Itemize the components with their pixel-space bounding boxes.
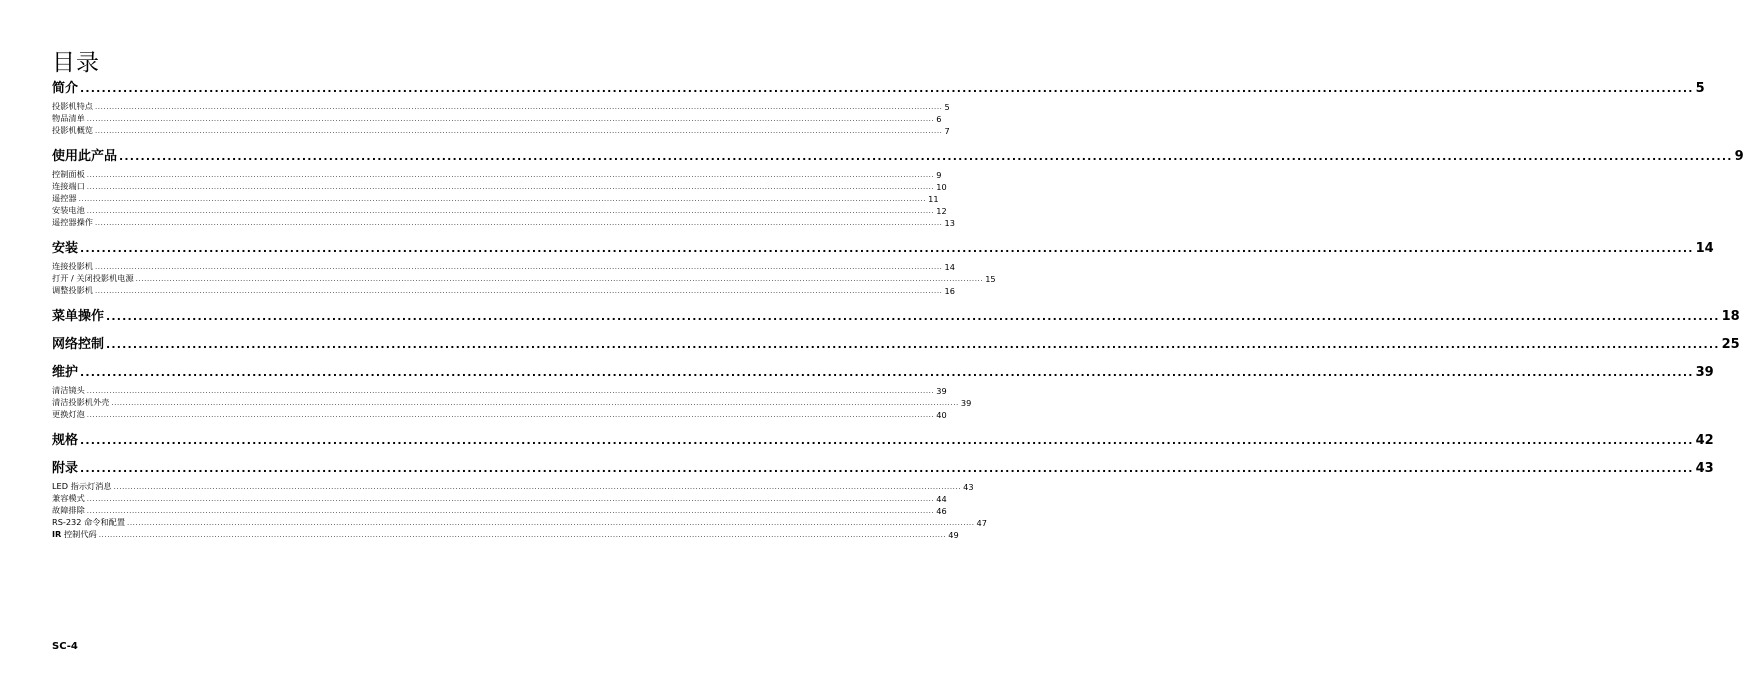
toc-entry[interactable] <box>52 504 947 516</box>
toc-page-number: 5 <box>1695 81 1705 96</box>
dot-leader: ............................................................................................................................................................................................................................................................................................................ <box>135 275 984 283</box>
toc-entry-label: 投影机概览 <box>52 125 93 135</box>
toc-entry[interactable] <box>52 100 950 112</box>
toc-chapter[interactable] <box>52 330 1740 352</box>
toc-page-number: 13 <box>944 218 955 228</box>
dot-leader: ............................................................................................................................................................................................................................................................................................................ <box>80 366 1694 379</box>
toc-entry-label: 规格 <box>52 433 79 448</box>
ir-prefix: IR <box>52 529 62 539</box>
dot-leader: ............................................................................................................................................................................................................................................................................................................ <box>86 207 935 215</box>
toc-entry-label: 遥控器 <box>52 193 77 203</box>
toc-entry-label: 连接投影机 <box>52 261 93 271</box>
toc-page-number: 15 <box>985 274 996 284</box>
dot-leader: ............................................................................................................................................................................................................................................................................................................ <box>86 183 935 191</box>
toc-entry-label: 遥控器操作 <box>52 217 93 227</box>
toc-entry[interactable] <box>52 480 974 492</box>
page-footer: SC-4 <box>52 641 78 652</box>
dot-leader: ............................................................................................................................................................................................................................................................................................................ <box>86 507 935 515</box>
toc-page-number: 16 <box>944 286 955 296</box>
toc-entry[interactable] <box>52 516 987 528</box>
toc-entry-label: 简介 <box>52 81 79 96</box>
toc-entry-label: 清洁投影机外壳 <box>52 397 110 407</box>
toc-entry-label: 连接端口 <box>52 181 85 191</box>
toc-entry[interactable] <box>52 216 955 228</box>
toc-entry-label: 控制面板 <box>52 169 85 179</box>
document-title: 目录 <box>52 50 100 76</box>
dot-leader: ............................................................................................................................................................................................................................................................................................................ <box>86 115 935 123</box>
toc-entry[interactable] <box>52 192 939 204</box>
dot-leader: ............................................................................................................................................................................................................................................................................................................ <box>86 411 935 419</box>
toc-entry-label: RS-232 命令和配置 <box>52 517 126 527</box>
toc-entry[interactable] <box>52 284 955 296</box>
toc-page-number: 49 <box>948 530 959 540</box>
toc-entry[interactable] <box>52 272 996 284</box>
dot-leader: ............................................................................................................................................................................................................................................................................................................ <box>113 483 962 491</box>
toc-page-number: 42 <box>1695 433 1714 448</box>
toc-entry-label: 附录 <box>52 461 79 476</box>
dot-leader: ............................................................................................................................................................................................................................................................................................................ <box>78 195 927 203</box>
toc-entry-label: 投影机特点 <box>52 101 93 111</box>
dot-leader: ............................................................................................................................................................................................................................................................................................................ <box>86 171 935 179</box>
toc-entry-label: 清洁镜头 <box>52 385 85 395</box>
toc-page-number: 43 <box>963 482 974 492</box>
toc-entry-label: 维护 <box>52 365 79 380</box>
toc-entry[interactable] <box>52 408 947 420</box>
toc-entry[interactable] <box>52 112 942 124</box>
toc-entry[interactable] <box>52 260 955 272</box>
table-of-contents <box>52 74 1744 540</box>
toc-page-number: 47 <box>976 518 987 528</box>
toc-entry[interactable] <box>52 168 942 180</box>
toc-entry[interactable] <box>52 396 972 408</box>
dot-leader: ............................................................................................................................................................................................................................................................................................................ <box>94 287 943 295</box>
toc-page-number: 6 <box>936 114 942 124</box>
toc-entry-label: 使用此产品 <box>52 149 118 164</box>
toc-entry-label: 安装电池 <box>52 205 85 215</box>
toc-chapter[interactable] <box>52 454 1714 476</box>
toc-entry[interactable] <box>52 180 947 192</box>
toc-page-number: 5 <box>944 102 950 112</box>
toc-entry-label: 更换灯泡 <box>52 409 85 419</box>
dot-leader: ............................................................................................................................................................................................................................................................................................................ <box>94 263 943 271</box>
toc-entry-label: 故障排除 <box>52 505 85 515</box>
dot-leader: ............................................................................................................................................................................................................................................................................................................ <box>86 387 935 395</box>
toc-chapter[interactable] <box>52 142 1744 164</box>
toc-entry[interactable] <box>52 492 947 504</box>
dot-leader: ............................................................................................................................................................................................................................................................................................................ <box>94 103 943 111</box>
toc-entry-label: IR 控制代码 <box>52 529 97 539</box>
toc-page-number: 39 <box>960 398 972 408</box>
dot-leader: ............................................................................................................................................................................................................................................................................................................ <box>80 82 1694 95</box>
dot-leader: ............................................................................................................................................................................................................................................................................................................ <box>119 150 1733 163</box>
toc-page-number: 40 <box>936 410 947 420</box>
toc-entry-label: 菜单操作 <box>52 309 105 324</box>
dot-leader: ............................................................................................................................................................................................................................................................................................................ <box>106 310 1720 323</box>
toc-chapter[interactable] <box>52 358 1714 380</box>
dot-leader: ............................................................................................................................................................................................................................................................................................................ <box>86 495 935 503</box>
toc-page-number: 44 <box>936 494 947 504</box>
dot-leader: ............................................................................................................................................................................................................................................................................................................ <box>80 242 1694 255</box>
toc-entry-label: 物品清单 <box>52 113 85 123</box>
toc-page-number: 39 <box>936 386 947 396</box>
dot-leader: ............................................................................................................................................................................................................................................................................................................ <box>98 531 947 539</box>
toc-entry[interactable] <box>52 204 947 216</box>
toc-page-number: 11 <box>928 194 939 204</box>
toc-chapter[interactable] <box>52 234 1714 256</box>
toc-entry-label: 网络控制 <box>52 337 105 352</box>
toc-entry[interactable] <box>52 124 950 136</box>
dot-leader: ............................................................................................................................................................................................................................................................................................................ <box>80 434 1694 447</box>
toc-page-number: 7 <box>944 126 950 136</box>
toc-entry-label: 安装 <box>52 241 79 256</box>
toc-entry[interactable] <box>52 384 947 396</box>
toc-entry-label: 兼容模式 <box>52 493 85 503</box>
dot-leader: ............................................................................................................................................................................................................................................................................................................ <box>106 338 1720 351</box>
dot-leader: ............................................................................................................................................................................................................................................................................................................ <box>80 462 1694 475</box>
dot-leader: ............................................................................................................................................................................................................................................................................................................ <box>111 399 959 407</box>
toc-entry-label: 打开 / 关闭投影机电源 <box>52 273 134 283</box>
toc-page-number: 46 <box>936 506 947 516</box>
dot-leader: ............................................................................................................................................................................................................................................................................................................ <box>94 219 943 227</box>
toc-page-number: 43 <box>1695 461 1714 476</box>
toc-chapter[interactable] <box>52 302 1740 324</box>
toc-chapter[interactable] <box>52 426 1714 448</box>
dot-leader: ............................................................................................................................................................................................................................................................................................................ <box>127 519 975 527</box>
toc-page-number: 12 <box>936 206 947 216</box>
dot-leader: ............................................................................................................................................................................................................................................................................................................ <box>94 127 943 135</box>
toc-page-number: 25 <box>1721 337 1740 352</box>
toc-page-number: 9 <box>1734 149 1744 164</box>
toc-page-number: 14 <box>1695 241 1714 256</box>
toc-page-number: 18 <box>1721 309 1740 324</box>
toc-chapter[interactable] <box>52 74 1705 96</box>
toc-page-number: 9 <box>936 170 942 180</box>
toc-entry-label: 调整投影机 <box>52 285 93 295</box>
toc-page-number: 14 <box>944 262 955 272</box>
toc-entry-label: LED 指示灯消息 <box>52 481 112 491</box>
toc-page-number: 10 <box>936 182 947 192</box>
toc-entry[interactable] <box>52 528 959 540</box>
toc-page-number: 39 <box>1695 365 1714 380</box>
